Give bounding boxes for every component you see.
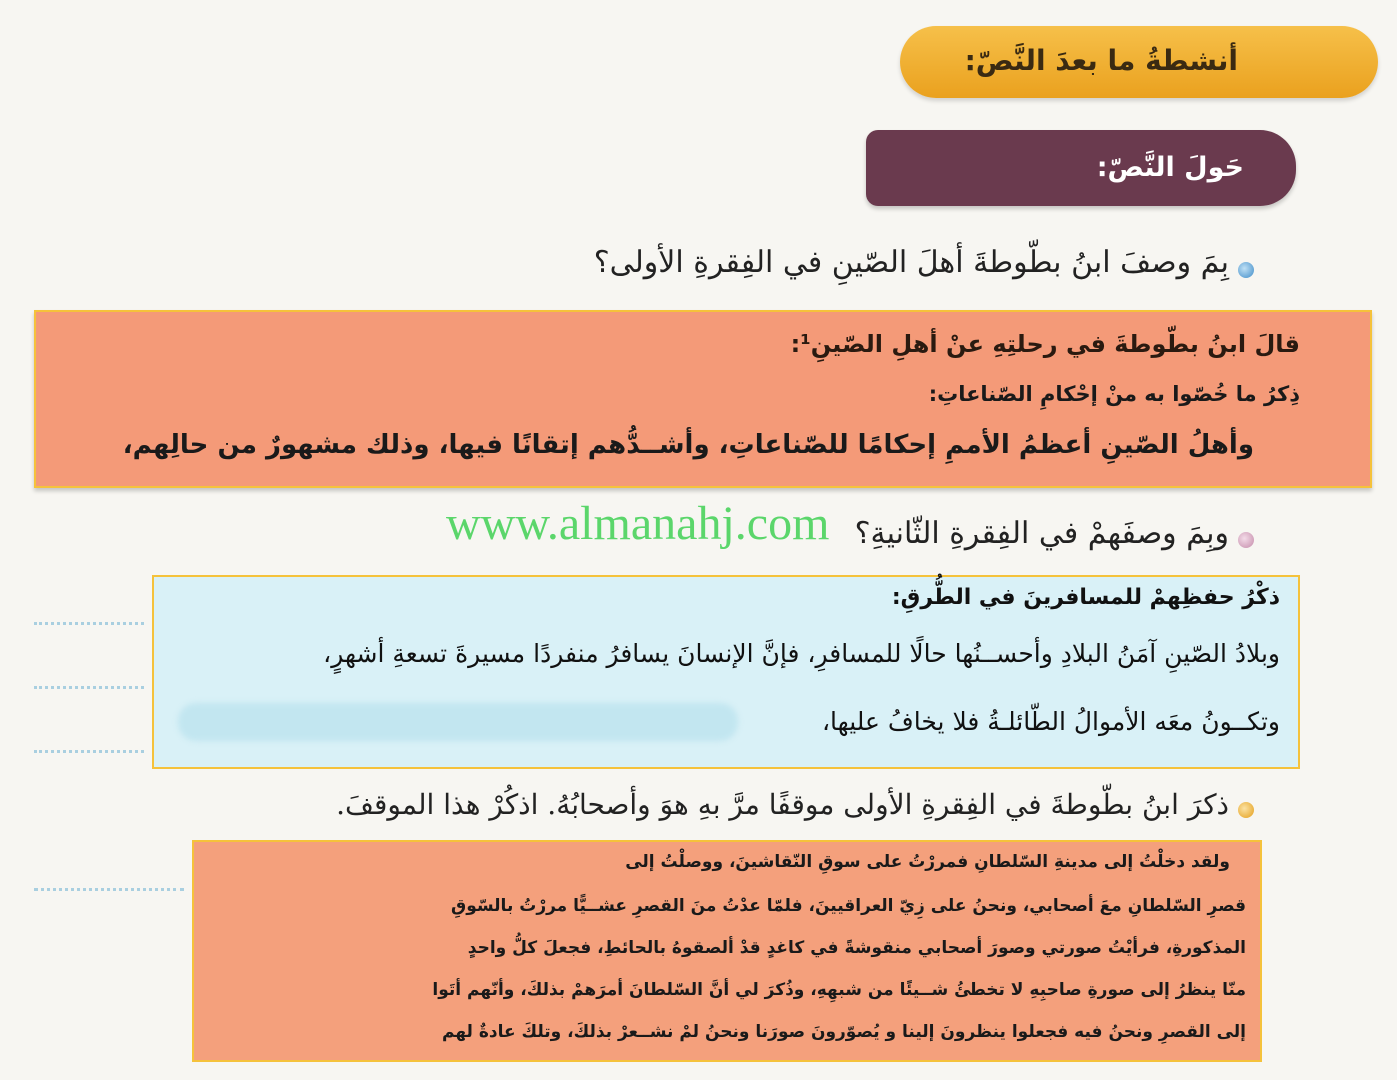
- question-3: ذكرَ ابنُ بطّوطةَ في الفِقرةِ الأولى موقفًا مرَّ بهِ هوَ وأصحابُهُ. اذكُرْ هذا الموقفَ.: [336, 788, 1229, 821]
- box3-line: إلى القصرِ ونحنُ فيه فجعلوا ينظرونَ إلينا و يُصوّرونَ صورَنا ونحنُ لمْ نشــعرْ بذلكَ، وتلكَ عادةٌ لهم: [441, 1022, 1246, 1042]
- answer-box-1: [34, 310, 1372, 488]
- activities-header-title: أنشطةُ ما بعدَ النَّصّ:: [964, 44, 1238, 77]
- box3-line: ولقد دخلْتُ إلى مدينةِ السّلطانِ فمررْتُ على سوقِ النّقاشينَ، ووصلْتُ إلى: [625, 852, 1230, 872]
- activities-header: [900, 26, 1378, 98]
- answer-box-3: [192, 840, 1262, 1062]
- dotted-line: [34, 622, 144, 625]
- box1-line2: ذِكرُ ما خُصّوا به منْ إحْكامِ الصّناعاتِ:: [928, 382, 1300, 406]
- dotted-line: [34, 750, 144, 753]
- blurred-area: [178, 703, 738, 741]
- box3-line: المذكورةِ، فرأيْتُ صورتي وصورَ أصحابي منقوشةً في كاغدٍ قدْ ألصقوهُ بالحائطِ، فجعلَ كلُّ واحدٍ: [467, 938, 1246, 958]
- box1-line1: قالَ ابنُ بطّوطةَ في رحلتِهِ عنْ أهلِ الصّينِ¹:: [790, 330, 1300, 358]
- box2-line3: وتكــونُ معَه الأموالُ الطّائلـةُ فلا يخافُ عليها،: [821, 707, 1280, 736]
- question-bullet-icon: [1238, 262, 1254, 278]
- question-bullet-icon: [1238, 532, 1254, 548]
- box1-line3: وأهلُ الصّينِ أعظمُ الأممِ إحكامًا للصّناعاتِ، وأشــدُّهم إتقانًا فيها، وذلك مشهورٌ من حالِهم،: [122, 430, 1254, 460]
- question-bullet-icon: [1238, 802, 1254, 818]
- watermark: www.almanahj.com: [446, 497, 830, 550]
- section-tab-title: حَولَ النَّصّ:: [1096, 152, 1244, 183]
- question-2: وبِمَ وصفَهمْ في الفِقرةِ الثّانيةِ؟: [854, 516, 1229, 551]
- box3-line: منّا ينظرُ إلى صورةِ صاحبِهِ لا تخطئُ شــيئًا من شبهِهِ، وذُكرَ لي أنَّ السّلطانَ أمرَهمْ بذلكَ، وأنّهم أتَوا: [432, 980, 1246, 1000]
- box3-line: قصرِ السّلطانِ معَ أصحابي، ونحنُ على زِيّ العراقيينَ، فلمّا عدْتُ منَ القصرِ عشــيًّا مررْتُ بالسّوقِ: [451, 896, 1246, 916]
- question-1: بِمَ وصفَ ابنُ بطّوطةَ أهلَ الصّينِ في الفِقرةِ الأولى؟: [593, 245, 1229, 280]
- dotted-line: [34, 888, 184, 891]
- box2-line1: ذكْرُ حفظِهمْ للمسافرينَ في الطُّرقِ:: [891, 585, 1280, 610]
- box2-line2: وبلادُ الصّينِ آمَنُ البلادِ وأحســنُها حالًا للمسافرِ، فإنَّ الإنسانَ يسافرُ منفردًا مسيرةَ تسعةِ أشهرٍ،: [323, 639, 1280, 668]
- dotted-line: [34, 686, 144, 689]
- section-tab: [866, 130, 1296, 206]
